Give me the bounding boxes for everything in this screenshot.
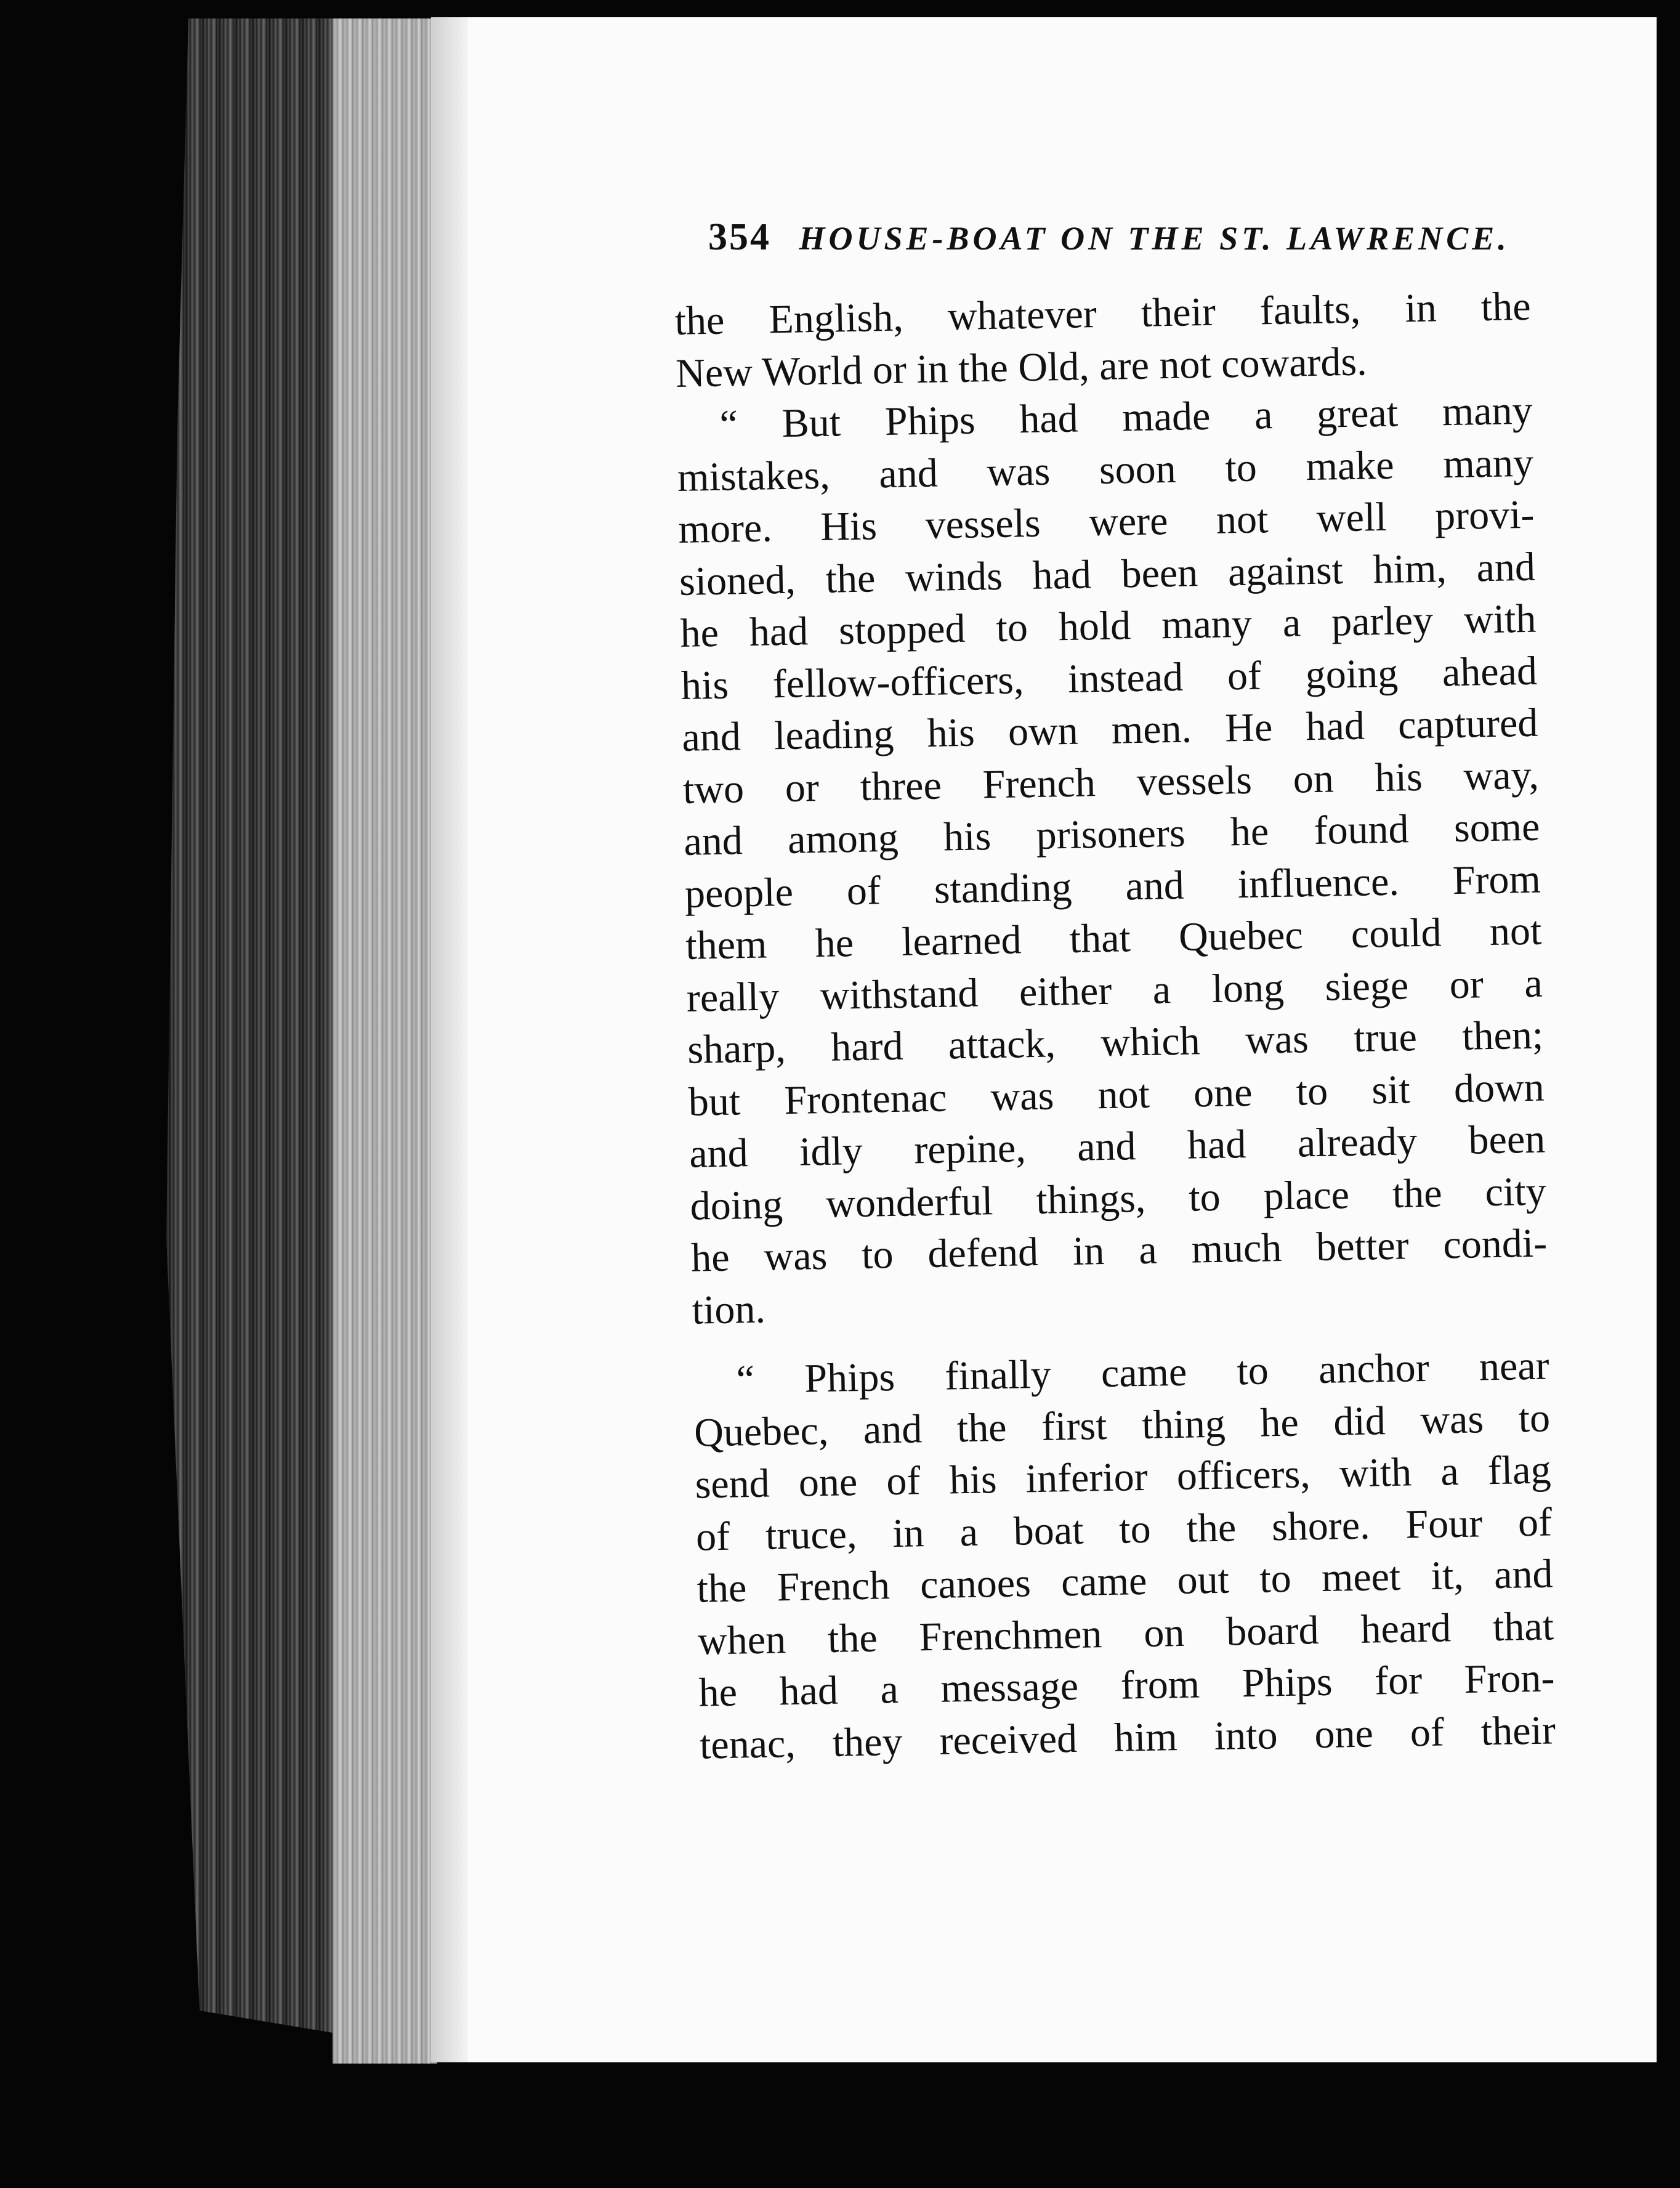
text-line: two or three French vessels on his way, bbox=[682, 752, 1540, 812]
text-line: and among his prisoners he found some bbox=[683, 804, 1540, 864]
text-line: them he learned that Quebec could not bbox=[685, 908, 1542, 968]
text-line: mistakes, and was soon to make many bbox=[677, 440, 1534, 500]
text-line: the English, whatever their faults, in the bbox=[674, 283, 1532, 344]
text-line: of truce, in a boat to the shore. Four of bbox=[695, 1499, 1553, 1560]
text-line: really withstand either a long siege or a bbox=[686, 960, 1543, 1021]
text-line: send one of his inferior officers, with a flag bbox=[695, 1447, 1552, 1507]
text-line: and idly repine, and had already been bbox=[689, 1116, 1546, 1177]
text-line: the French canoes came out to meet it, and bbox=[697, 1551, 1554, 1611]
text-line: New World or in the Old, are not cowards. bbox=[675, 338, 1368, 396]
page-number: 354 bbox=[708, 216, 771, 258]
text-line: tion. bbox=[692, 1286, 766, 1333]
text-line: but Frontenac was not one to sit down bbox=[688, 1064, 1545, 1125]
text-line: sharp, hard attack, which was true then; bbox=[687, 1012, 1544, 1072]
text-line: his fellow-officers, instead of going ahead bbox=[680, 648, 1538, 708]
page-gutter-shadow bbox=[431, 17, 468, 2062]
text-line: Quebec, and the first thing he did was to bbox=[693, 1395, 1551, 1456]
text-line: doing wonderful things, to place the city bbox=[690, 1169, 1547, 1229]
text-line: more. His vessels were not well provi- bbox=[677, 492, 1535, 552]
book-page-edges-light bbox=[333, 18, 437, 2064]
text-line: and leading his own men. He had captured bbox=[681, 700, 1538, 760]
text-line: “ Phips finally came to anchor near bbox=[736, 1343, 1550, 1403]
text-line: he was to defend in a much better condi- bbox=[690, 1220, 1548, 1281]
running-title: HOUSE-BOAT ON THE ST. LAWRENCE. bbox=[799, 220, 1510, 257]
body-text bbox=[674, 281, 1556, 1772]
text-line: he had stopped to hold many a parley with bbox=[679, 596, 1537, 656]
text-line: people of standing and influence. From bbox=[684, 856, 1541, 917]
running-head bbox=[708, 216, 1509, 277]
text-line: he had a message from Phips for Fron- bbox=[698, 1655, 1556, 1716]
text-line: “ But Phips had made a great many bbox=[719, 387, 1533, 447]
text-line: when the Frenchmen on board heard that bbox=[697, 1603, 1554, 1664]
text-line: tenac, they received him into one of their bbox=[699, 1707, 1556, 1768]
text-line: sioned, the winds had been against him, and bbox=[679, 544, 1536, 604]
